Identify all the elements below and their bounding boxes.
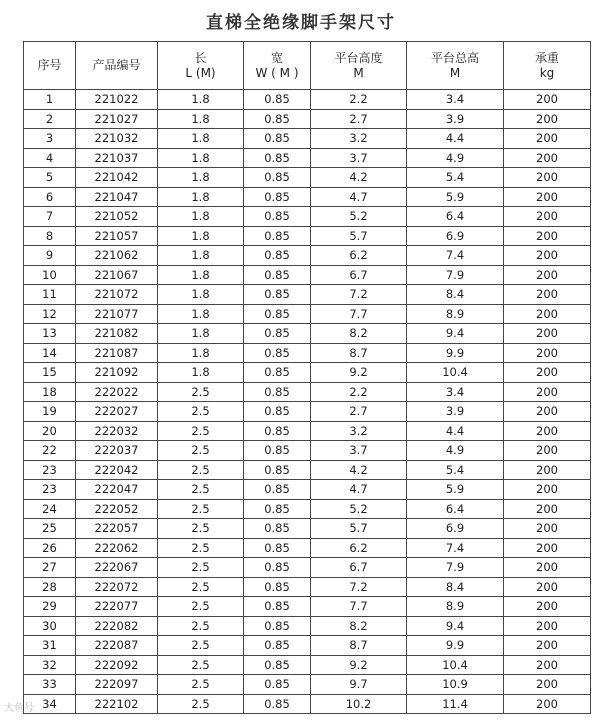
header-unit: W ( M ) <box>255 65 299 80</box>
cell-product-code: 222077 <box>76 597 158 617</box>
cell-load: 200 <box>504 207 591 227</box>
cell-load: 200 <box>504 226 591 246</box>
cell-product-code: 221022 <box>76 90 158 110</box>
cell-load: 200 <box>504 558 591 578</box>
cell-platform-height: 3.7 <box>311 148 407 168</box>
cell-product-code: 221062 <box>76 246 158 266</box>
cell-platform-total-height: 4.9 <box>407 441 504 461</box>
table-row <box>24 519 591 539</box>
cell-platform-height: 6.7 <box>311 265 407 285</box>
cell-load: 200 <box>504 402 591 422</box>
cell-width: 0.85 <box>244 694 311 714</box>
cell-index: 18 <box>24 382 76 402</box>
table-row <box>24 460 591 480</box>
header-width <box>244 42 311 90</box>
cell-load: 200 <box>504 441 591 461</box>
cell-load: 200 <box>504 343 591 363</box>
cell-platform-height: 7.7 <box>311 304 407 324</box>
cell-load: 200 <box>504 382 591 402</box>
header-platform-height <box>311 42 407 90</box>
cell-index: 33 <box>24 675 76 695</box>
cell-platform-total-height: 11.4 <box>407 694 504 714</box>
cell-index: 9 <box>24 246 76 266</box>
cell-platform-height: 5.7 <box>311 226 407 246</box>
cell-width: 0.85 <box>244 148 311 168</box>
cell-width: 0.85 <box>244 382 311 402</box>
header-unit: L (M) <box>185 65 216 80</box>
table-row <box>24 441 591 461</box>
cell-platform-height: 7.2 <box>311 285 407 305</box>
cell-length: 2.5 <box>158 694 244 714</box>
cell-product-code: 222037 <box>76 441 158 461</box>
spec-table <box>23 41 591 714</box>
cell-product-code: 222047 <box>76 480 158 500</box>
cell-platform-total-height: 7.4 <box>407 246 504 266</box>
table-row <box>24 402 591 422</box>
cell-product-code: 221047 <box>76 187 158 207</box>
table-row <box>24 558 591 578</box>
cell-platform-total-height: 6.4 <box>407 207 504 227</box>
cell-index: 1 <box>24 90 76 110</box>
cell-width: 0.85 <box>244 519 311 539</box>
cell-product-code: 222067 <box>76 558 158 578</box>
table-row <box>24 363 591 383</box>
cell-platform-height: 2.7 <box>311 402 407 422</box>
header-platform-total-height <box>407 42 504 90</box>
cell-platform-total-height: 8.4 <box>407 285 504 305</box>
table-row <box>24 616 591 636</box>
cell-length: 2.5 <box>158 538 244 558</box>
cell-product-code: 222072 <box>76 577 158 597</box>
cell-product-code: 222102 <box>76 694 158 714</box>
cell-product-code: 222097 <box>76 675 158 695</box>
cell-platform-total-height: 8.9 <box>407 304 504 324</box>
cell-load: 200 <box>504 655 591 675</box>
cell-load: 200 <box>504 519 591 539</box>
cell-product-code: 221032 <box>76 129 158 149</box>
table-row <box>24 226 591 246</box>
cell-width: 0.85 <box>244 207 311 227</box>
cell-length: 1.8 <box>158 304 244 324</box>
cell-platform-height: 4.2 <box>311 460 407 480</box>
table-row <box>24 129 591 149</box>
cell-product-code: 221082 <box>76 324 158 344</box>
cell-width: 0.85 <box>244 655 311 675</box>
cell-product-code: 221072 <box>76 285 158 305</box>
cell-width: 0.85 <box>244 324 311 344</box>
table-row <box>24 265 591 285</box>
table-row <box>24 382 591 402</box>
cell-width: 0.85 <box>244 363 311 383</box>
cell-product-code: 221027 <box>76 109 158 129</box>
cell-length: 1.8 <box>158 285 244 305</box>
watermark: 大鱼号 <box>4 703 34 714</box>
cell-product-code: 222092 <box>76 655 158 675</box>
cell-platform-height: 4.2 <box>311 168 407 188</box>
table-row <box>24 90 591 110</box>
cell-index: 26 <box>24 538 76 558</box>
cell-index: 7 <box>24 207 76 227</box>
cell-width: 0.85 <box>244 246 311 266</box>
cell-platform-total-height: 10.4 <box>407 363 504 383</box>
table-row <box>24 636 591 656</box>
cell-width: 0.85 <box>244 616 311 636</box>
cell-index: 23 <box>24 460 76 480</box>
cell-index: 22 <box>24 441 76 461</box>
cell-index: 4 <box>24 148 76 168</box>
cell-load: 200 <box>504 636 591 656</box>
cell-load: 200 <box>504 246 591 266</box>
cell-load: 200 <box>504 168 591 188</box>
cell-product-code: 222042 <box>76 460 158 480</box>
cell-load: 200 <box>504 109 591 129</box>
table-row <box>24 597 591 617</box>
cell-load: 200 <box>504 265 591 285</box>
cell-index: 6 <box>24 187 76 207</box>
cell-width: 0.85 <box>244 441 311 461</box>
cell-width: 0.85 <box>244 265 311 285</box>
cell-load: 200 <box>504 324 591 344</box>
cell-length: 1.8 <box>158 226 244 246</box>
cell-platform-total-height: 4.9 <box>407 148 504 168</box>
cell-length: 2.5 <box>158 382 244 402</box>
cell-platform-total-height: 5.9 <box>407 187 504 207</box>
cell-platform-total-height: 3.9 <box>407 109 504 129</box>
cell-index: 25 <box>24 519 76 539</box>
cell-platform-height: 2.7 <box>311 109 407 129</box>
cell-platform-total-height: 9.4 <box>407 616 504 636</box>
cell-width: 0.85 <box>244 90 311 110</box>
cell-product-code: 221077 <box>76 304 158 324</box>
cell-load: 200 <box>504 480 591 500</box>
table-row <box>24 109 591 129</box>
cell-length: 2.5 <box>158 675 244 695</box>
table-body <box>24 90 591 714</box>
cell-width: 0.85 <box>244 675 311 695</box>
cell-load: 200 <box>504 460 591 480</box>
table-row <box>24 655 591 675</box>
cell-width: 0.85 <box>244 558 311 578</box>
cell-load: 200 <box>504 421 591 441</box>
header-label: 宽 <box>270 50 283 65</box>
header-label: 承重 <box>534 50 559 65</box>
cell-length: 2.5 <box>158 558 244 578</box>
cell-length: 2.5 <box>158 441 244 461</box>
table-row <box>24 148 591 168</box>
cell-length: 2.5 <box>158 421 244 441</box>
cell-width: 0.85 <box>244 187 311 207</box>
cell-platform-height: 9.2 <box>311 363 407 383</box>
cell-load: 200 <box>504 363 591 383</box>
cell-product-code: 221067 <box>76 265 158 285</box>
cell-platform-total-height: 6.9 <box>407 519 504 539</box>
cell-platform-total-height: 6.9 <box>407 226 504 246</box>
cell-platform-total-height: 3.4 <box>407 90 504 110</box>
cell-product-code: 222027 <box>76 402 158 422</box>
cell-platform-total-height: 5.4 <box>407 460 504 480</box>
cell-load: 200 <box>504 577 591 597</box>
header-product-code <box>76 42 158 90</box>
cell-platform-height: 6.2 <box>311 538 407 558</box>
header-unit: M <box>449 65 461 80</box>
cell-platform-height: 9.2 <box>311 655 407 675</box>
cell-platform-height: 5.2 <box>311 207 407 227</box>
table-row <box>24 207 591 227</box>
cell-index: 32 <box>24 655 76 675</box>
cell-index: 10 <box>24 265 76 285</box>
cell-index: 19 <box>24 402 76 422</box>
cell-length: 1.8 <box>158 90 244 110</box>
cell-load: 200 <box>504 694 591 714</box>
cell-index: 29 <box>24 597 76 617</box>
table-row <box>24 343 591 363</box>
header-load <box>504 42 591 90</box>
header-label: 产品编号 <box>92 58 141 72</box>
cell-product-code: 222057 <box>76 519 158 539</box>
cell-load: 200 <box>504 187 591 207</box>
page-title: 直梯全绝缘脚手架尺寸 <box>206 13 396 33</box>
table-row <box>24 246 591 266</box>
cell-platform-height: 5.7 <box>311 519 407 539</box>
cell-load: 200 <box>504 675 591 695</box>
cell-index: 12 <box>24 304 76 324</box>
cell-length: 1.8 <box>158 129 244 149</box>
cell-length: 2.5 <box>158 480 244 500</box>
cell-index: 15 <box>24 363 76 383</box>
cell-length: 2.5 <box>158 460 244 480</box>
cell-platform-total-height: 10.9 <box>407 675 504 695</box>
cell-width: 0.85 <box>244 538 311 558</box>
cell-index: 8 <box>24 226 76 246</box>
cell-width: 0.85 <box>244 304 311 324</box>
cell-platform-height: 3.2 <box>311 421 407 441</box>
cell-width: 0.85 <box>244 285 311 305</box>
cell-load: 200 <box>504 129 591 149</box>
cell-product-code: 222082 <box>76 616 158 636</box>
cell-load: 200 <box>504 499 591 519</box>
cell-platform-total-height: 5.4 <box>407 168 504 188</box>
cell-platform-total-height: 4.4 <box>407 421 504 441</box>
cell-platform-height: 4.7 <box>311 480 407 500</box>
cell-width: 0.85 <box>244 460 311 480</box>
cell-platform-height: 3.2 <box>311 129 407 149</box>
cell-length: 1.8 <box>158 246 244 266</box>
cell-platform-height: 8.2 <box>311 616 407 636</box>
cell-width: 0.85 <box>244 636 311 656</box>
cell-product-code: 221057 <box>76 226 158 246</box>
cell-width: 0.85 <box>244 597 311 617</box>
cell-width: 0.85 <box>244 421 311 441</box>
cell-product-code: 222022 <box>76 382 158 402</box>
table-row <box>24 480 591 500</box>
cell-length: 1.8 <box>158 343 244 363</box>
table-row <box>24 304 591 324</box>
cell-platform-total-height: 4.4 <box>407 129 504 149</box>
cell-load: 200 <box>504 304 591 324</box>
cell-index: 11 <box>24 285 76 305</box>
cell-platform-total-height: 9.9 <box>407 343 504 363</box>
cell-length: 2.5 <box>158 499 244 519</box>
cell-platform-height: 7.2 <box>311 577 407 597</box>
cell-width: 0.85 <box>244 226 311 246</box>
cell-platform-total-height: 3.4 <box>407 382 504 402</box>
cell-length: 1.8 <box>158 207 244 227</box>
cell-load: 200 <box>504 148 591 168</box>
cell-product-code: 222032 <box>76 421 158 441</box>
cell-index: 28 <box>24 577 76 597</box>
cell-length: 2.5 <box>158 577 244 597</box>
cell-platform-height: 6.2 <box>311 246 407 266</box>
cell-length: 2.5 <box>158 597 244 617</box>
cell-width: 0.85 <box>244 109 311 129</box>
cell-length: 2.5 <box>158 636 244 656</box>
cell-platform-total-height: 7.9 <box>407 265 504 285</box>
cell-index: 24 <box>24 499 76 519</box>
table-row <box>24 499 591 519</box>
cell-platform-total-height: 9.4 <box>407 324 504 344</box>
table-row <box>24 675 591 695</box>
cell-platform-height: 10.2 <box>311 694 407 714</box>
cell-platform-height: 6.7 <box>311 558 407 578</box>
cell-product-code: 221042 <box>76 168 158 188</box>
cell-width: 0.85 <box>244 343 311 363</box>
header-row <box>24 42 591 90</box>
cell-product-code: 222062 <box>76 538 158 558</box>
header-label: 平台总高 <box>430 50 479 65</box>
header-label: 长 <box>194 50 207 65</box>
cell-platform-total-height: 5.9 <box>407 480 504 500</box>
cell-width: 0.85 <box>244 499 311 519</box>
cell-length: 1.8 <box>158 148 244 168</box>
header-unit: kg <box>539 65 555 80</box>
cell-platform-total-height: 7.9 <box>407 558 504 578</box>
cell-length: 1.8 <box>158 109 244 129</box>
cell-index: 31 <box>24 636 76 656</box>
cell-platform-total-height: 3.9 <box>407 402 504 422</box>
cell-platform-total-height: 8.9 <box>407 597 504 617</box>
table-row <box>24 324 591 344</box>
cell-index: 5 <box>24 168 76 188</box>
cell-platform-height: 8.7 <box>311 343 407 363</box>
cell-platform-height: 9.7 <box>311 675 407 695</box>
cell-length: 1.8 <box>158 168 244 188</box>
cell-product-code: 221052 <box>76 207 158 227</box>
table-row <box>24 187 591 207</box>
cell-index: 27 <box>24 558 76 578</box>
cell-platform-total-height: 10.4 <box>407 655 504 675</box>
cell-platform-total-height: 9.9 <box>407 636 504 656</box>
cell-platform-height: 2.2 <box>311 90 407 110</box>
cell-platform-total-height: 8.4 <box>407 577 504 597</box>
table-row <box>24 577 591 597</box>
table-row <box>24 168 591 188</box>
cell-load: 200 <box>504 616 591 636</box>
cell-platform-total-height: 6.4 <box>407 499 504 519</box>
header-length <box>158 42 244 90</box>
cell-platform-height: 8.2 <box>311 324 407 344</box>
cell-load: 200 <box>504 90 591 110</box>
cell-product-code: 222087 <box>76 636 158 656</box>
cell-index: 30 <box>24 616 76 636</box>
cell-product-code: 221037 <box>76 148 158 168</box>
cell-index: 14 <box>24 343 76 363</box>
cell-width: 0.85 <box>244 480 311 500</box>
header-index <box>24 42 76 90</box>
cell-length: 2.5 <box>158 402 244 422</box>
table-row <box>24 538 591 558</box>
cell-product-code: 222052 <box>76 499 158 519</box>
cell-width: 0.85 <box>244 577 311 597</box>
cell-length: 1.8 <box>158 324 244 344</box>
cell-length: 2.5 <box>158 616 244 636</box>
cell-length: 1.8 <box>158 265 244 285</box>
cell-index: 20 <box>24 421 76 441</box>
cell-length: 1.8 <box>158 363 244 383</box>
cell-platform-height: 3.7 <box>311 441 407 461</box>
cell-index: 34 <box>24 694 76 714</box>
cell-platform-height: 8.7 <box>311 636 407 656</box>
cell-product-code: 221092 <box>76 363 158 383</box>
table-row <box>24 285 591 305</box>
table-row <box>24 421 591 441</box>
cell-load: 200 <box>504 285 591 305</box>
cell-load: 200 <box>504 538 591 558</box>
cell-platform-height: 5.2 <box>311 499 407 519</box>
cell-length: 1.8 <box>158 187 244 207</box>
cell-product-code: 221087 <box>76 343 158 363</box>
cell-platform-total-height: 7.4 <box>407 538 504 558</box>
cell-index: 2 <box>24 109 76 129</box>
cell-length: 2.5 <box>158 519 244 539</box>
cell-width: 0.85 <box>244 129 311 149</box>
cell-platform-height: 2.2 <box>311 382 407 402</box>
cell-index: 3 <box>24 129 76 149</box>
cell-index: 13 <box>24 324 76 344</box>
header-label: 序号 <box>37 58 62 72</box>
header-unit: M <box>353 65 364 80</box>
cell-platform-height: 7.7 <box>311 597 407 617</box>
cell-length: 2.5 <box>158 655 244 675</box>
cell-platform-height: 4.7 <box>311 187 407 207</box>
cell-index: 23 <box>24 480 76 500</box>
cell-width: 0.85 <box>244 402 311 422</box>
table-row <box>24 694 591 714</box>
header-label: 平台高度 <box>334 50 383 65</box>
cell-width: 0.85 <box>244 168 311 188</box>
cell-load: 200 <box>504 597 591 617</box>
